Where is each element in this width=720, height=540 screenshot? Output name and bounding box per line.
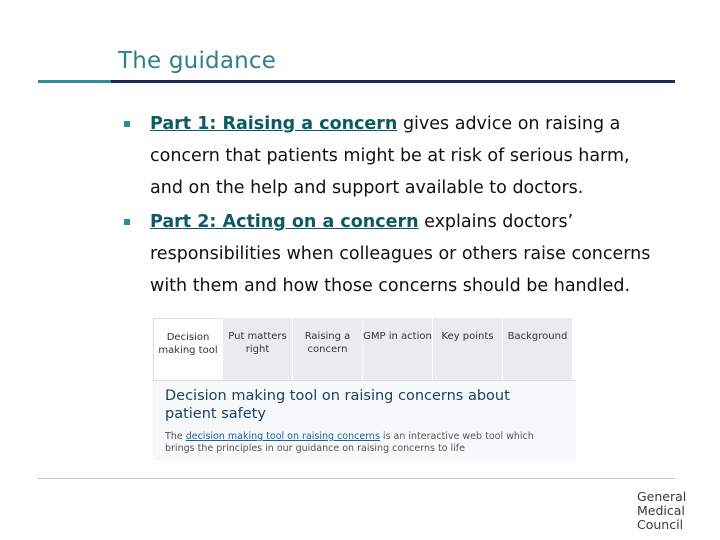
part-1-link[interactable]: Part 1: Raising a concern bbox=[150, 114, 398, 134]
bullet-description: gives advice on raising a concern that patients might be at risk of serious harm, and on the help and support available to doctors. bbox=[150, 114, 630, 198]
bullet-item-part-2 bbox=[124, 206, 664, 302]
tab-bar bbox=[153, 318, 576, 380]
tab-key-points[interactable]: Key points bbox=[433, 318, 503, 380]
gmc-logo bbox=[637, 490, 686, 532]
panel-description bbox=[165, 431, 565, 455]
bullet-description: explains doctors’ responsibilities when colleagues or others raise concerns with them and how those concerns should be handled. bbox=[150, 212, 651, 296]
footer-rule bbox=[38, 478, 675, 479]
bullet-text bbox=[150, 108, 664, 204]
panel-text-start: The bbox=[165, 431, 186, 442]
tab-panel bbox=[153, 380, 576, 460]
logo-line-general: General bbox=[637, 489, 687, 504]
panel-heading: Decision making tool on raising concerns about patient safety bbox=[165, 388, 510, 422]
tab-put-matters-right[interactable]: Put matters right bbox=[223, 318, 293, 380]
square-bullet-icon bbox=[124, 121, 130, 127]
tab-gmp-in-action[interactable]: GMP in action bbox=[363, 318, 433, 380]
part-2-link[interactable]: Part 2: Acting on a concern bbox=[150, 212, 419, 232]
square-bullet-icon bbox=[124, 219, 130, 225]
tab-raising-a-concern[interactable]: Raising a concern bbox=[293, 318, 363, 380]
tab-background[interactable]: Background bbox=[503, 318, 573, 380]
title-accent-rule bbox=[38, 80, 111, 83]
decision-tool-screenshot bbox=[153, 318, 576, 460]
decision-tool-link[interactable]: decision making tool on raising concerns bbox=[185, 431, 380, 442]
bullet-text bbox=[150, 206, 664, 302]
logo-line-medical: Medical bbox=[637, 503, 685, 518]
tab-decision-making-tool[interactable]: Decision making tool bbox=[153, 318, 223, 380]
title-rule bbox=[111, 80, 675, 83]
bullet-list bbox=[124, 108, 664, 304]
bullet-item-part-1 bbox=[124, 108, 664, 204]
slide-title: The guidance bbox=[118, 48, 277, 74]
panel-text-end: is an interactive web tool which brings the principles in our guidance on raising concerns to life bbox=[165, 431, 534, 454]
logo-line-council: Council bbox=[637, 517, 684, 532]
